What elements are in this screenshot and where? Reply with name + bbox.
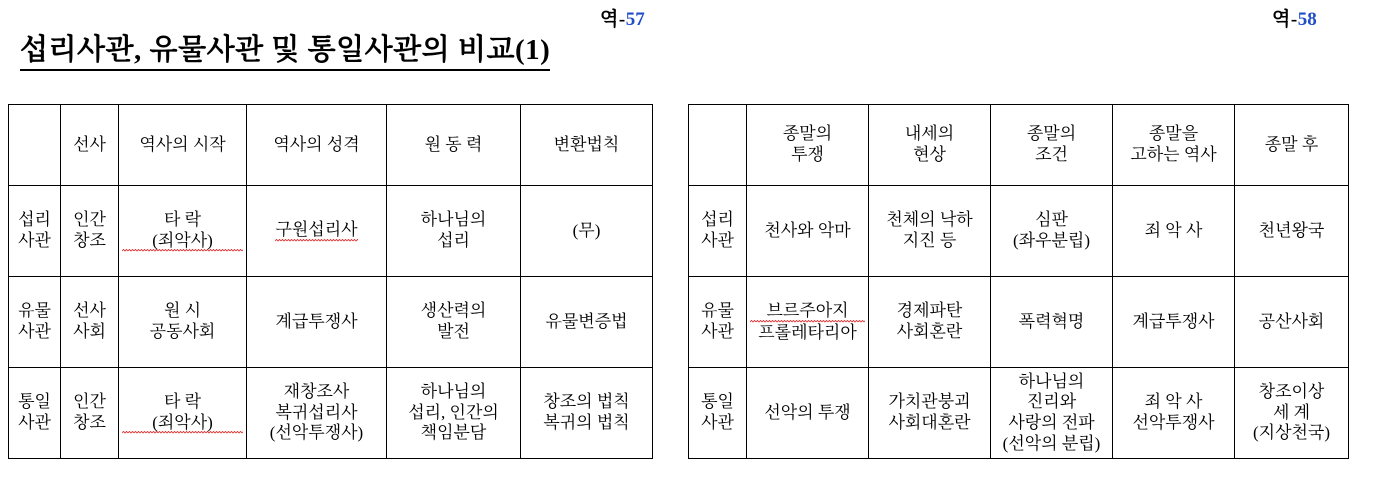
header-cell-seonsa: 선사 — [61, 105, 119, 186]
cell-materialist-afterlife: 경제파탄 사회혼란 — [869, 277, 991, 368]
cell-providence-condition: 심판 (좌우분립) — [991, 186, 1113, 277]
page-marker-left-label: 역- — [600, 9, 626, 30]
page-marker-left-number: 57 — [625, 9, 645, 30]
table-row — [689, 277, 1349, 368]
cell-providence-struggle: 천사와 악마 — [747, 186, 869, 277]
header-cell-history-announcing-end: 종말을 고하는 역사 — [1113, 105, 1235, 186]
comparison-table-left — [8, 104, 653, 459]
cell-unification-afterlife: 가치관붕괴 사회대혼란 — [869, 368, 991, 459]
comparison-table-right — [688, 104, 1349, 459]
cell-providence-force: 하나님의 섭리 — [387, 186, 521, 277]
page-marker-left — [600, 4, 645, 31]
cell-materialist-announcing: 계급투쟁사 — [1113, 277, 1235, 368]
cell-unification-announcing: 죄 악 사 선악투쟁사 — [1113, 368, 1235, 459]
corner-cell — [689, 105, 747, 186]
page-marker-right — [1272, 4, 1317, 31]
cell-providence-afterlife: 천체의 낙하 지진 등 — [869, 186, 991, 277]
page-marker-right-number: 58 — [1297, 9, 1317, 30]
row-label-materialist: 유물 사관 — [9, 277, 61, 368]
table-row — [689, 186, 1349, 277]
cell-materialist-start: 원 시 공동사회 — [119, 277, 247, 368]
cell-materialist-struggle: 브르주아지 프롤레타리아 — [747, 277, 869, 368]
cell-materialist-nature: 계급투쟁사 — [247, 277, 387, 368]
page-marker-right-label: 역- — [1272, 9, 1298, 30]
cell-unification-start: 타 락 (죄악사) — [119, 368, 247, 459]
row-label-materialist: 유물 사관 — [689, 277, 747, 368]
cell-providence-law: (무) — [521, 186, 653, 277]
table-row-header — [689, 105, 1349, 186]
cell-unification-law: 창조의 법칙 복귀의 법칙 — [521, 368, 653, 459]
corner-cell — [9, 105, 61, 186]
page-title: 섭리사관, 유물사관 및 통일사관의 비교(1) — [20, 34, 550, 71]
header-cell-history-nature: 역사의 성격 — [247, 105, 387, 186]
table-row — [9, 368, 653, 459]
cell-unification-force: 하나님의 섭리, 인간의 책임분담 — [387, 368, 521, 459]
cell-providence-start: 타 락 (죄악사) — [119, 186, 247, 277]
header-cell-end-struggle: 종말의 투쟁 — [747, 105, 869, 186]
cell-providence-after: 천년왕국 — [1235, 186, 1349, 277]
row-label-providence: 섭리 사관 — [9, 186, 61, 277]
cell-materialist-condition: 폭력혁명 — [991, 277, 1113, 368]
cell-materialist-law: 유물변증법 — [521, 277, 653, 368]
cell-materialist-seonsa: 선사 사회 — [61, 277, 119, 368]
table-row-header — [9, 105, 653, 186]
table-row — [689, 368, 1349, 459]
row-label-unification: 통일 사관 — [9, 368, 61, 459]
table-row — [9, 186, 653, 277]
cell-providence-announcing: 죄 악 사 — [1113, 186, 1235, 277]
cell-materialist-force: 생산력의 발전 — [387, 277, 521, 368]
header-cell-driving-force: 원 동 력 — [387, 105, 521, 186]
header-cell-afterlife-phenomena: 내세의 현상 — [869, 105, 991, 186]
cell-unification-nature: 재창조사 복귀섭리사 (선악투쟁사) — [247, 368, 387, 459]
cell-providence-nature: 구원섭리사 — [247, 186, 387, 277]
cell-providence-seonsa: 인간 창조 — [61, 186, 119, 277]
cell-materialist-after: 공산사회 — [1235, 277, 1349, 368]
header-cell-history-start: 역사의 시작 — [119, 105, 247, 186]
cell-unification-after: 창조이상 세 계 (지상천국) — [1235, 368, 1349, 459]
header-cell-end-condition: 종말의 조건 — [991, 105, 1113, 186]
header-cell-after-end: 종말 후 — [1235, 105, 1349, 186]
row-label-unification: 통일 사관 — [689, 368, 747, 459]
header-cell-transform-law: 변환법칙 — [521, 105, 653, 186]
table-row — [9, 277, 653, 368]
cell-unification-condition: 하나님의 진리와 사랑의 전파 (선악의 분립) — [991, 368, 1113, 459]
cell-unification-struggle: 선악의 투쟁 — [747, 368, 869, 459]
cell-unification-seonsa: 인간 창조 — [61, 368, 119, 459]
row-label-providence: 섭리 사관 — [689, 186, 747, 277]
